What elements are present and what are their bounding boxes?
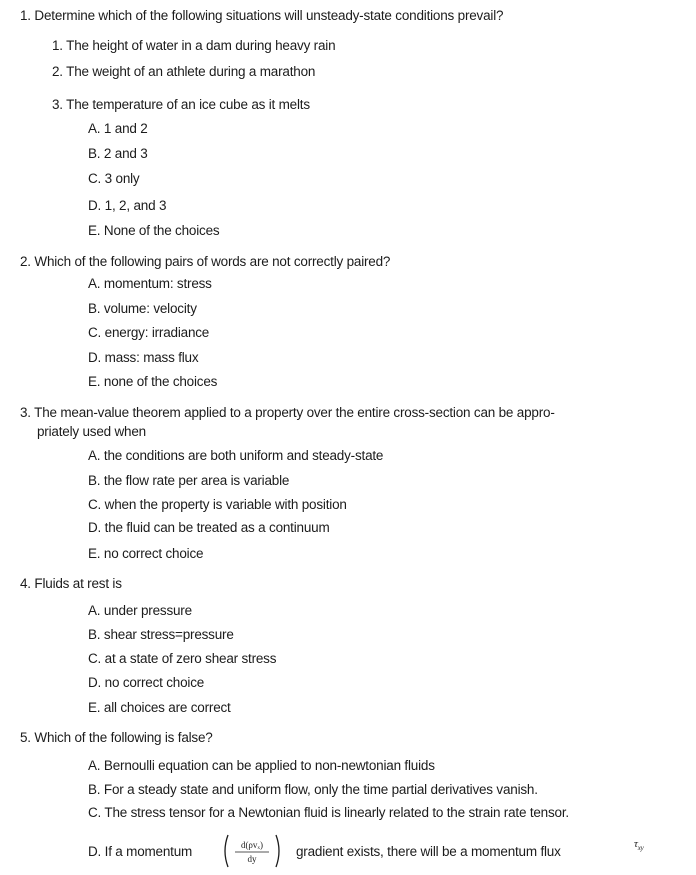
question-5-choice-b: B. For a steady state and uniform flow, only the time partial derivatives vanish.: [88, 782, 538, 797]
question-3-prompt-line-1: 3. The mean-value theorem applied to a property over the entire cross-section can be appro-: [20, 405, 555, 420]
question-3-choice-c: C. when the property is variable with position: [88, 497, 347, 512]
question-4-choice-b: B. shear stress=pressure: [88, 627, 234, 642]
question-3-choice-a: A. the conditions are both uniform and steady-state: [88, 448, 384, 463]
question-4-choice-e: E. all choices are correct: [88, 700, 231, 715]
question-4-choice-d: D. no correct choice: [88, 675, 205, 690]
question-1-item-2: 2. The weight of an athlete during a marathon: [52, 64, 316, 79]
question-5-choice-d: D. If a momentum: [88, 844, 193, 859]
momentum-gradient-formula: [221, 832, 283, 870]
question-4-choice-a: A. under pressure: [88, 603, 192, 618]
question-3-prompt-line-2: priately used when: [37, 424, 146, 439]
question-1-item-3: 3. The temperature of an ice cube as it melts: [52, 97, 310, 112]
question-2-choice-b: B. volume: velocity: [88, 301, 197, 316]
left-paren-icon: [225, 835, 228, 867]
question-1-prompt: 1. Determine which of the following situations will unsteady-state conditions prevail?: [20, 8, 504, 23]
question-5-choice-c: C. The stress tensor for a Newtonian fluid is linearly related to the strain rate tensor.: [88, 805, 569, 820]
question-5-choice-d-continuation: gradient exists, there will be a momentum flux: [296, 844, 561, 859]
question-5-choice-a: A. Bernoulli equation can be applied to non-newtonian fluids: [88, 758, 435, 773]
question-1-choice-c: C. 3 only: [88, 171, 140, 186]
question-2-choice-d: D. mass: mass flux: [88, 350, 199, 365]
question-1-choice-d: D. 1, 2, and 3: [88, 198, 167, 213]
question-3-choice-e: E. no correct choice: [88, 546, 204, 561]
question-1-choice-b: B. 2 and 3: [88, 146, 148, 161]
formula-denominator: dy: [247, 854, 257, 864]
flux-symbol: τ: [634, 838, 638, 850]
question-3-choice-b: B. the flow rate per area is variable: [88, 473, 290, 488]
question-2-choice-c: C. energy: irradiance: [88, 325, 210, 340]
question-1-choice-e: E. None of the choices: [88, 223, 220, 238]
formula-numerator: d(ρvₓ): [240, 840, 264, 850]
question-2-choice-e: E. none of the choices: [88, 374, 218, 389]
question-2-prompt: 2. Which of the following pairs of words are not correctly paired?: [20, 254, 391, 269]
question-3-choice-d: D. the fluid can be treated as a continuum: [88, 520, 330, 535]
question-4-choice-c: C. at a state of zero shear stress: [88, 651, 277, 666]
question-5-prompt: 5. Which of the following is false?: [20, 730, 213, 745]
momentum-flux-symbol: [634, 836, 644, 856]
question-2-choice-a: A. momentum: stress: [88, 276, 212, 291]
question-1-item-1: 1. The height of water in a dam during heavy rain: [52, 38, 336, 53]
flux-subscript: xy: [637, 844, 644, 853]
question-4-prompt: 4. Fluids at rest is: [20, 576, 122, 591]
right-paren-icon: [276, 835, 279, 867]
question-1-choice-a: A. 1 and 2: [88, 121, 148, 136]
